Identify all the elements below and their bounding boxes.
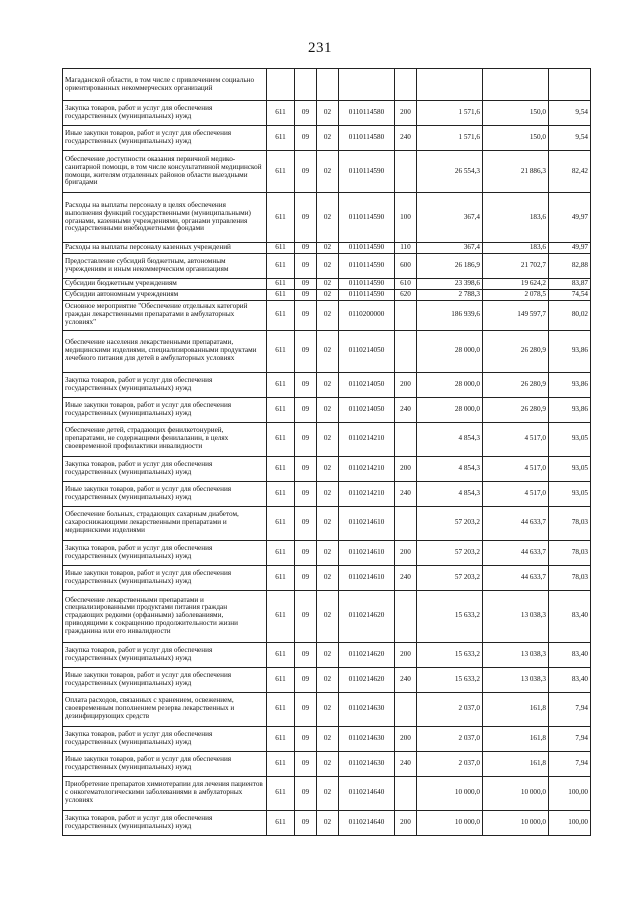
planned-amount-cell: 4 854,3	[417, 422, 483, 456]
target-article-cell: 0110214640	[339, 810, 395, 835]
target-article-cell: 0110214210	[339, 481, 395, 506]
grbs-code-cell: 611	[267, 330, 295, 372]
table-row	[63, 289, 591, 300]
grbs-code-cell: 611	[267, 126, 295, 151]
execution-percent-cell: 93,05	[549, 481, 591, 506]
grbs-code-cell: 611	[267, 506, 295, 540]
table-row	[63, 126, 591, 151]
execution-percent-cell: 93,86	[549, 372, 591, 397]
subsection-code-cell: 02	[317, 279, 339, 290]
table-row	[63, 810, 591, 835]
expense-name-cell: Оплата расходов, связанных с хранением, освежением, своевременным пополнением резерва лекарственных и дезинфицирующих средств	[63, 692, 267, 726]
expense-type-cell: 200	[395, 372, 417, 397]
subsection-code-cell: 02	[317, 397, 339, 422]
expense-name-cell: Иные закупки товаров, работ и услуг для обеспечения государственных (муниципальных) нужд	[63, 565, 267, 590]
grbs-code-cell: 611	[267, 751, 295, 776]
section-code-cell: 09	[295, 101, 317, 126]
planned-amount-cell: 57 203,2	[417, 506, 483, 540]
subsection-code-cell: 02	[317, 193, 339, 243]
section-code-cell: 09	[295, 289, 317, 300]
grbs-code-cell: 611	[267, 481, 295, 506]
target-article-cell: 0110114580	[339, 126, 395, 151]
expense-type-cell: 600	[395, 254, 417, 279]
planned-amount-cell: 26 554,3	[417, 151, 483, 193]
execution-percent-cell: 74,54	[549, 289, 591, 300]
executed-amount-cell: 44 633,7	[483, 540, 549, 565]
planned-amount-cell: 57 203,2	[417, 565, 483, 590]
planned-amount-cell: 28 000,0	[417, 397, 483, 422]
expense-type-cell	[395, 422, 417, 456]
expense-name-cell: Основное мероприятие "Обеспечение отдельных категорий граждан лекарственными препаратами в амбулаторных условиях"	[63, 300, 267, 330]
subsection-code-cell: 02	[317, 243, 339, 254]
expense-type-cell: 110	[395, 243, 417, 254]
target-article-cell: 0110214620	[339, 642, 395, 667]
grbs-code-cell: 611	[267, 372, 295, 397]
target-article-cell: 0110214050	[339, 372, 395, 397]
section-code-cell: 09	[295, 540, 317, 565]
expense-type-cell: 240	[395, 565, 417, 590]
grbs-code-cell: 611	[267, 590, 295, 642]
expense-type-cell: 200	[395, 101, 417, 126]
section-code-cell: 09	[295, 810, 317, 835]
grbs-code-cell: 611	[267, 397, 295, 422]
section-code-cell: 09	[295, 193, 317, 243]
subsection-code-cell: 02	[317, 692, 339, 726]
expense-name-cell: Субсидии автономным учреждениям	[63, 289, 267, 300]
expense-name-cell: Закупка товаров, работ и услуг для обеспечения государственных (муниципальных) нужд	[63, 540, 267, 565]
target-article-cell: 0110214210	[339, 422, 395, 456]
subsection-code-cell: 02	[317, 540, 339, 565]
subsection-code-cell: 02	[317, 456, 339, 481]
table-row	[63, 279, 591, 290]
execution-percent-cell: 93,05	[549, 456, 591, 481]
expense-type-cell: 100	[395, 193, 417, 243]
budget-execution-table	[62, 68, 591, 836]
target-article-cell: 0110114590	[339, 151, 395, 193]
executed-amount-cell: 44 633,7	[483, 565, 549, 590]
subsection-code-cell: 02	[317, 481, 339, 506]
section-code-cell: 09	[295, 300, 317, 330]
expense-name-cell: Закупка товаров, работ и услуг для обеспечения государственных (муниципальных) нужд	[63, 810, 267, 835]
subsection-code-cell: 02	[317, 422, 339, 456]
executed-amount-cell: 161,8	[483, 751, 549, 776]
expense-type-cell: 200	[395, 456, 417, 481]
execution-percent-cell: 100,00	[549, 776, 591, 810]
execution-percent-cell: 7,94	[549, 751, 591, 776]
section-code-cell: 09	[295, 126, 317, 151]
execution-percent-cell: 93,86	[549, 397, 591, 422]
section-code-cell: 09	[295, 590, 317, 642]
execution-percent-cell: 7,94	[549, 692, 591, 726]
section-code-cell: 09	[295, 565, 317, 590]
expense-type-cell: 240	[395, 667, 417, 692]
target-article-cell: 0110214630	[339, 692, 395, 726]
subsection-code-cell: 02	[317, 776, 339, 810]
executed-amount-cell: 19 624,2	[483, 279, 549, 290]
expense-type-cell: 240	[395, 397, 417, 422]
executed-amount-cell: 10 000,0	[483, 810, 549, 835]
planned-amount-cell: 28 000,0	[417, 330, 483, 372]
expense-type-cell: 200	[395, 810, 417, 835]
expense-name-cell: Обеспечение лекарственными препаратами и специализированными продуктами питания граждан страдающих редкими (орфанными) заболеваниями, приводящими к сокращению продолжительности жизни гражданина или его инвалидности	[63, 590, 267, 642]
execution-percent-cell: 49,97	[549, 243, 591, 254]
section-code-cell	[295, 69, 317, 101]
planned-amount-cell: 23 398,6	[417, 279, 483, 290]
section-code-cell: 09	[295, 692, 317, 726]
execution-percent-cell: 83,40	[549, 667, 591, 692]
planned-amount-cell: 15 633,2	[417, 667, 483, 692]
execution-percent-cell: 80,02	[549, 300, 591, 330]
grbs-code-cell: 611	[267, 642, 295, 667]
execution-percent-cell: 83,40	[549, 642, 591, 667]
executed-amount-cell: 26 280,9	[483, 397, 549, 422]
execution-percent-cell	[549, 69, 591, 101]
target-article-cell: 0110214620	[339, 667, 395, 692]
subsection-code-cell: 02	[317, 101, 339, 126]
grbs-code-cell: 611	[267, 692, 295, 726]
planned-amount-cell: 26 186,9	[417, 254, 483, 279]
target-article-cell: 0110114590	[339, 289, 395, 300]
planned-amount-cell: 4 854,3	[417, 481, 483, 506]
section-code-cell: 09	[295, 667, 317, 692]
section-code-cell: 09	[295, 726, 317, 751]
execution-percent-cell: 82,42	[549, 151, 591, 193]
expense-type-cell	[395, 590, 417, 642]
execution-percent-cell: 78,03	[549, 565, 591, 590]
subsection-code-cell: 02	[317, 726, 339, 751]
expense-name-cell: Закупка товаров, работ и услуг для обеспечения государственных (муниципальных) нужд	[63, 456, 267, 481]
expense-type-cell: 620	[395, 289, 417, 300]
section-code-cell: 09	[295, 481, 317, 506]
expense-name-cell: Закупка товаров, работ и услуг для обеспечения государственных (муниципальных) нужд	[63, 642, 267, 667]
planned-amount-cell: 2 037,0	[417, 751, 483, 776]
expense-name-cell: Магаданской области, в том числе с привлечением социально ориентированных некоммерческих организаций	[63, 69, 267, 101]
table-row	[63, 642, 591, 667]
section-code-cell: 09	[295, 776, 317, 810]
expense-name-cell: Обеспечение больных, страдающих сахарным диабетом, сахароснижающими лекарственными препаратами и медицинскими изделиями	[63, 506, 267, 540]
table-row	[63, 397, 591, 422]
table-row	[63, 243, 591, 254]
executed-amount-cell: 13 038,3	[483, 642, 549, 667]
target-article-cell: 0110214050	[339, 330, 395, 372]
executed-amount-cell: 149 597,7	[483, 300, 549, 330]
section-code-cell: 09	[295, 456, 317, 481]
planned-amount-cell	[417, 69, 483, 101]
grbs-code-cell: 611	[267, 810, 295, 835]
table-row	[63, 69, 591, 101]
table-row	[63, 590, 591, 642]
expense-type-cell	[395, 692, 417, 726]
grbs-code-cell: 611	[267, 726, 295, 751]
expense-name-cell: Приобретение препаратов химиотерапии для лечения пациентов с онкогематологическими заболеваниями в амбулаторных условиях	[63, 776, 267, 810]
target-article-cell: 0110214210	[339, 456, 395, 481]
target-article-cell: 0110214610	[339, 506, 395, 540]
executed-amount-cell: 2 078,5	[483, 289, 549, 300]
expense-name-cell: Обеспечение доступности оказания первичной медико-санитарной помощи, в том числе консультативной медицинской помощи, жителям отдаленных районов области выездными бригадами	[63, 151, 267, 193]
table-row	[63, 565, 591, 590]
table-row	[63, 456, 591, 481]
executed-amount-cell: 26 280,9	[483, 372, 549, 397]
expense-name-cell: Предоставление субсидий бюджетным, автономным учреждениям и иным некоммерческим организациям	[63, 254, 267, 279]
expense-name-cell: Обеспечение населения лекарственными препаратами, медицинскими изделиями, специализированными продуктами лечебного питания для детей в амбулаторных условиях	[63, 330, 267, 372]
section-code-cell: 09	[295, 372, 317, 397]
table-row	[63, 751, 591, 776]
expense-name-cell: Иные закупки товаров, работ и услуг для обеспечения государственных (муниципальных) нужд	[63, 667, 267, 692]
target-article-cell: 0110214640	[339, 776, 395, 810]
planned-amount-cell: 10 000,0	[417, 776, 483, 810]
expense-type-cell: 240	[395, 751, 417, 776]
executed-amount-cell: 161,8	[483, 692, 549, 726]
table-row	[63, 667, 591, 692]
target-article-cell: 0110200000	[339, 300, 395, 330]
target-article-cell: 0110114580	[339, 101, 395, 126]
grbs-code-cell: 611	[267, 101, 295, 126]
subsection-code-cell: 02	[317, 126, 339, 151]
subsection-code-cell: 02	[317, 151, 339, 193]
table-row	[63, 726, 591, 751]
execution-percent-cell: 49,97	[549, 193, 591, 243]
expense-type-cell: 240	[395, 126, 417, 151]
target-article-cell	[339, 69, 395, 101]
planned-amount-cell: 57 203,2	[417, 540, 483, 565]
grbs-code-cell: 611	[267, 254, 295, 279]
subsection-code-cell: 02	[317, 565, 339, 590]
table-body	[63, 69, 591, 836]
table-row	[63, 101, 591, 126]
expense-type-cell: 240	[395, 481, 417, 506]
subsection-code-cell: 02	[317, 300, 339, 330]
expense-name-cell: Иные закупки товаров, работ и услуг для обеспечения государственных (муниципальных) нужд	[63, 751, 267, 776]
executed-amount-cell: 161,8	[483, 726, 549, 751]
target-article-cell: 0110114590	[339, 193, 395, 243]
planned-amount-cell: 15 633,2	[417, 590, 483, 642]
executed-amount-cell: 44 633,7	[483, 506, 549, 540]
planned-amount-cell: 1 571,6	[417, 101, 483, 126]
planned-amount-cell: 367,4	[417, 243, 483, 254]
grbs-code-cell: 611	[267, 289, 295, 300]
subsection-code-cell: 02	[317, 372, 339, 397]
table-row	[63, 300, 591, 330]
expense-name-cell: Иные закупки товаров, работ и услуг для обеспечения государственных (муниципальных) нужд	[63, 481, 267, 506]
subsection-code-cell: 02	[317, 642, 339, 667]
grbs-code-cell: 611	[267, 565, 295, 590]
planned-amount-cell: 2 037,0	[417, 726, 483, 751]
planned-amount-cell: 2 788,3	[417, 289, 483, 300]
target-article-cell: 0110114590	[339, 254, 395, 279]
section-code-cell: 09	[295, 254, 317, 279]
table-row	[63, 372, 591, 397]
executed-amount-cell: 10 000,0	[483, 776, 549, 810]
execution-percent-cell: 100,00	[549, 810, 591, 835]
expense-name-cell: Субсидии бюджетным учреждениям	[63, 279, 267, 290]
table-row	[63, 330, 591, 372]
expense-type-cell	[395, 330, 417, 372]
executed-amount-cell: 21 886,3	[483, 151, 549, 193]
subsection-code-cell: 02	[317, 506, 339, 540]
execution-percent-cell: 93,05	[549, 422, 591, 456]
target-article-cell: 0110114590	[339, 243, 395, 254]
executed-amount-cell: 4 517,0	[483, 456, 549, 481]
grbs-code-cell: 611	[267, 776, 295, 810]
subsection-code-cell: 02	[317, 289, 339, 300]
target-article-cell: 0110214610	[339, 565, 395, 590]
execution-percent-cell: 78,03	[549, 506, 591, 540]
planned-amount-cell: 4 854,3	[417, 456, 483, 481]
planned-amount-cell: 15 633,2	[417, 642, 483, 667]
subsection-code-cell: 02	[317, 330, 339, 372]
expense-name-cell: Расходы на выплаты персоналу в целях обеспечения выполнения функций государственными (муниципальными) органами, казенными учреждениями, органами управления государственными внебюджетными фондами	[63, 193, 267, 243]
section-code-cell: 09	[295, 243, 317, 254]
expense-name-cell: Обеспечение детей, страдающих фенилкетонурией, препаратами, не содержащими фенилаланин, в целях своевременной профилактики инвалидности	[63, 422, 267, 456]
execution-percent-cell: 83,87	[549, 279, 591, 290]
executed-amount-cell: 183,6	[483, 193, 549, 243]
executed-amount-cell: 183,6	[483, 243, 549, 254]
table-row	[63, 254, 591, 279]
planned-amount-cell: 367,4	[417, 193, 483, 243]
section-code-cell: 09	[295, 330, 317, 372]
subsection-code-cell: 02	[317, 667, 339, 692]
table-row	[63, 481, 591, 506]
expense-name-cell: Иные закупки товаров, работ и услуг для обеспечения государственных (муниципальных) нужд	[63, 126, 267, 151]
grbs-code-cell: 611	[267, 540, 295, 565]
expense-name-cell: Закупка товаров, работ и услуг для обеспечения государственных (муниципальных) нужд	[63, 726, 267, 751]
table-row	[63, 692, 591, 726]
expense-type-cell	[395, 151, 417, 193]
section-code-cell: 09	[295, 506, 317, 540]
grbs-code-cell: 611	[267, 456, 295, 481]
grbs-code-cell: 611	[267, 243, 295, 254]
section-code-cell: 09	[295, 422, 317, 456]
subsection-code-cell: 02	[317, 254, 339, 279]
table-row	[63, 776, 591, 810]
target-article-cell: 0110214610	[339, 540, 395, 565]
executed-amount-cell: 150,0	[483, 101, 549, 126]
target-article-cell: 0110214630	[339, 726, 395, 751]
planned-amount-cell: 2 037,0	[417, 692, 483, 726]
executed-amount-cell: 4 517,0	[483, 422, 549, 456]
table-row	[63, 506, 591, 540]
target-article-cell: 0110214620	[339, 590, 395, 642]
grbs-code-cell: 611	[267, 667, 295, 692]
section-code-cell: 09	[295, 279, 317, 290]
execution-percent-cell: 9,54	[549, 126, 591, 151]
table-row	[63, 422, 591, 456]
expense-name-cell: Расходы на выплаты персоналу казенных учреждений	[63, 243, 267, 254]
execution-percent-cell: 9,54	[549, 101, 591, 126]
expense-type-cell	[395, 300, 417, 330]
planned-amount-cell: 1 571,6	[417, 126, 483, 151]
section-code-cell: 09	[295, 397, 317, 422]
expense-type-cell	[395, 776, 417, 810]
planned-amount-cell: 28 000,0	[417, 372, 483, 397]
execution-percent-cell: 93,86	[549, 330, 591, 372]
expense-name-cell: Закупка товаров, работ и услуг для обеспечения государственных (муниципальных) нужд	[63, 372, 267, 397]
executed-amount-cell: 150,0	[483, 126, 549, 151]
subsection-code-cell: 02	[317, 810, 339, 835]
execution-percent-cell: 82,88	[549, 254, 591, 279]
expense-type-cell: 610	[395, 279, 417, 290]
subsection-code-cell	[317, 69, 339, 101]
executed-amount-cell: 4 517,0	[483, 481, 549, 506]
grbs-code-cell: 611	[267, 193, 295, 243]
target-article-cell: 0110114590	[339, 279, 395, 290]
section-code-cell: 09	[295, 151, 317, 193]
expense-type-cell: 200	[395, 726, 417, 751]
expense-type-cell: 200	[395, 642, 417, 667]
expense-name-cell: Закупка товаров, работ и услуг для обеспечения государственных (муниципальных) нужд	[63, 101, 267, 126]
grbs-code-cell: 611	[267, 279, 295, 290]
grbs-code-cell: 611	[267, 422, 295, 456]
table-row	[63, 151, 591, 193]
expense-type-cell	[395, 69, 417, 101]
section-code-cell: 09	[295, 642, 317, 667]
execution-percent-cell: 7,94	[549, 726, 591, 751]
expense-type-cell	[395, 506, 417, 540]
table-row	[63, 193, 591, 243]
execution-percent-cell: 78,03	[549, 540, 591, 565]
executed-amount-cell: 21 702,7	[483, 254, 549, 279]
expense-name-cell: Иные закупки товаров, работ и услуг для обеспечения государственных (муниципальных) нужд	[63, 397, 267, 422]
execution-percent-cell: 83,40	[549, 590, 591, 642]
executed-amount-cell	[483, 69, 549, 101]
planned-amount-cell: 10 000,0	[417, 810, 483, 835]
grbs-code-cell	[267, 69, 295, 101]
planned-amount-cell: 186 939,6	[417, 300, 483, 330]
target-article-cell: 0110214630	[339, 751, 395, 776]
grbs-code-cell: 611	[267, 300, 295, 330]
page-number: 231	[308, 40, 332, 56]
table-row	[63, 540, 591, 565]
executed-amount-cell: 13 038,3	[483, 667, 549, 692]
grbs-code-cell: 611	[267, 151, 295, 193]
subsection-code-cell: 02	[317, 751, 339, 776]
executed-amount-cell: 13 038,3	[483, 590, 549, 642]
target-article-cell: 0110214050	[339, 397, 395, 422]
subsection-code-cell: 02	[317, 590, 339, 642]
expense-type-cell: 200	[395, 540, 417, 565]
executed-amount-cell: 26 280,9	[483, 330, 549, 372]
section-code-cell: 09	[295, 751, 317, 776]
